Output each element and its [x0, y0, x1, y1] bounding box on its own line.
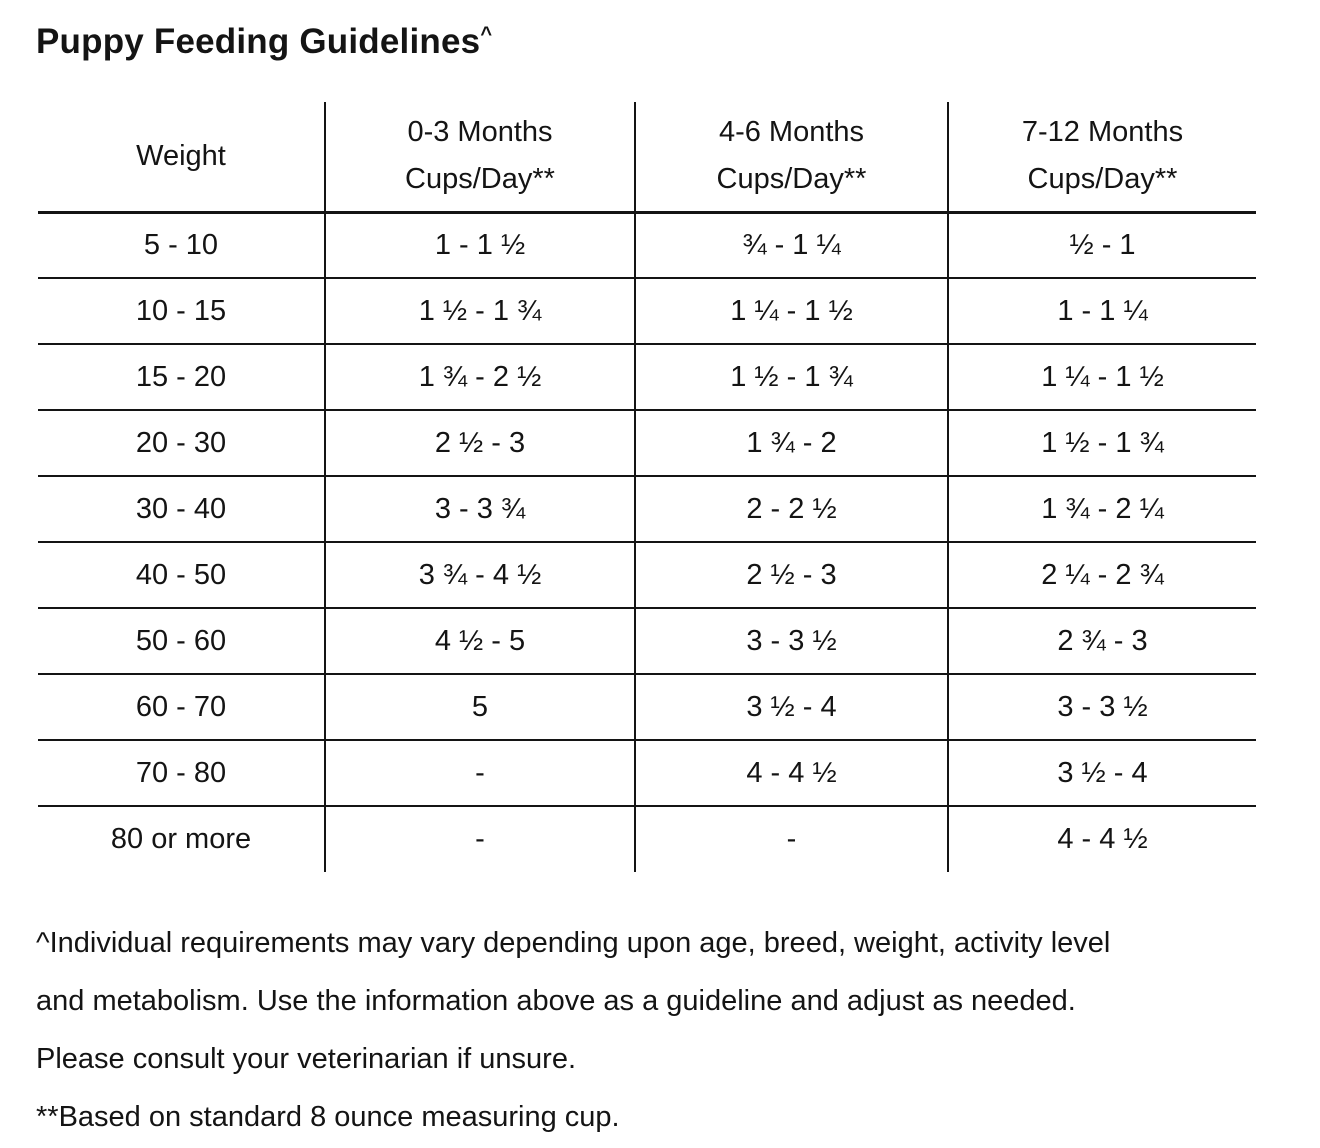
column-header-label: 4-6 Months: [718, 116, 865, 149]
weight-cell: 20 - 30: [38, 410, 325, 476]
footnotes: [36, 914, 1320, 1146]
cups-0-3-cell: 1 - 1 ½: [325, 212, 635, 278]
cups-7-12-cell: 4 - 4 ½: [948, 806, 1256, 872]
cups-4-6-cell: 3 ½ - 4: [635, 674, 948, 740]
table-row: [38, 674, 1256, 740]
cups-0-3-cell: 2 ½ - 3: [325, 410, 635, 476]
cups-4-6-cell: -: [635, 806, 948, 872]
page-title-text: Puppy Feeding Guidelines: [36, 22, 481, 61]
column-header-label: Weight: [136, 139, 226, 172]
cups-0-3-cell: -: [325, 740, 635, 806]
table-row: [38, 212, 1256, 278]
table-row: [38, 740, 1256, 806]
table-row: [38, 476, 1256, 542]
cups-7-12-cell: 2 ¼ - 2 ¾: [948, 542, 1256, 608]
cups-0-3-cell: 5: [325, 674, 635, 740]
footnote-line: ^Individual requirements may vary depending upon age, breed, weight, activity level: [36, 927, 1111, 959]
cups-7-12-cell: 1 ½ - 1 ¾: [948, 410, 1256, 476]
cups-4-6-cell: 1 ½ - 1 ¾: [635, 344, 948, 410]
column-header-4-6-months: [635, 102, 948, 212]
cups-4-6-cell: 2 ½ - 3: [635, 542, 948, 608]
column-header-sublabel: Cups/Day**: [405, 163, 555, 196]
column-header-label: 7-12 Months: [1021, 116, 1184, 149]
column-header-sublabel: Cups/Day**: [1027, 163, 1178, 196]
cups-4-6-cell: 1 ¼ - 1 ½: [635, 278, 948, 344]
cups-7-12-cell: 1 - 1 ¼: [948, 278, 1256, 344]
column-header-7-12-months: [948, 102, 1256, 212]
cups-7-12-cell: 2 ¾ - 3: [948, 608, 1256, 674]
table-row: [38, 278, 1256, 344]
weight-cell: 60 - 70: [38, 674, 325, 740]
weight-cell: 30 - 40: [38, 476, 325, 542]
weight-cell: 80 or more: [110, 823, 252, 855]
column-header-sublabel: Cups/Day**: [716, 163, 867, 196]
header-row: [38, 102, 1256, 212]
table-row: [38, 806, 1256, 872]
cups-7-12-cell: ½ - 1: [948, 212, 1256, 278]
table-row: [38, 542, 1256, 608]
cups-0-3-cell: 3 - 3 ¾: [325, 476, 635, 542]
cups-0-3-cell: 1 ¾ - 2 ½: [325, 344, 635, 410]
cups-4-6-cell: 1 ¾ - 2: [635, 410, 948, 476]
page-title: [36, 20, 1320, 64]
weight-cell: 5 - 10: [38, 212, 325, 278]
feeding-table: [38, 102, 1256, 872]
cups-0-3-cell: 4 ½ - 5: [325, 608, 635, 674]
column-header-label: 0-3 Months: [407, 116, 553, 149]
footnote-line: **Based on standard 8 ounce measuring cup.: [36, 1101, 620, 1133]
cups-4-6-cell: ¾ - 1 ¼: [635, 212, 948, 278]
cups-4-6-cell: 4 - 4 ½: [635, 740, 948, 806]
cups-0-3-cell: 1 ½ - 1 ¾: [325, 278, 635, 344]
weight-cell: 15 - 20: [38, 344, 325, 410]
cups-0-3-cell: -: [325, 806, 635, 872]
cups-4-6-cell: 2 - 2 ½: [635, 476, 948, 542]
table-row: [38, 344, 1256, 410]
table-row: [38, 410, 1256, 476]
cups-7-12-cell: 1 ¼ - 1 ½: [948, 344, 1256, 410]
weight-cell: 40 - 50: [38, 542, 325, 608]
cups-7-12-cell: 3 - 3 ½: [948, 674, 1256, 740]
column-header-weight: [38, 102, 325, 212]
footnote-line: and metabolism. Use the information above as a guideline and adjust as needed.: [36, 985, 1076, 1017]
weight-cell: 50 - 60: [38, 608, 325, 674]
cups-7-12-cell: 1 ¾ - 2 ¼: [948, 476, 1256, 542]
title-superscript: ^: [480, 23, 493, 46]
weight-cell: 70 - 80: [38, 740, 325, 806]
cups-4-6-cell: 3 - 3 ½: [635, 608, 948, 674]
cups-0-3-cell: 3 ¾ - 4 ½: [325, 542, 635, 608]
table-row: [38, 608, 1256, 674]
column-header-0-3-months: [325, 102, 635, 212]
footnote-line: Please consult your veterinarian if unsure.: [36, 1043, 577, 1075]
cups-7-12-cell: 3 ½ - 4: [948, 740, 1256, 806]
weight-cell: 10 - 15: [38, 278, 325, 344]
